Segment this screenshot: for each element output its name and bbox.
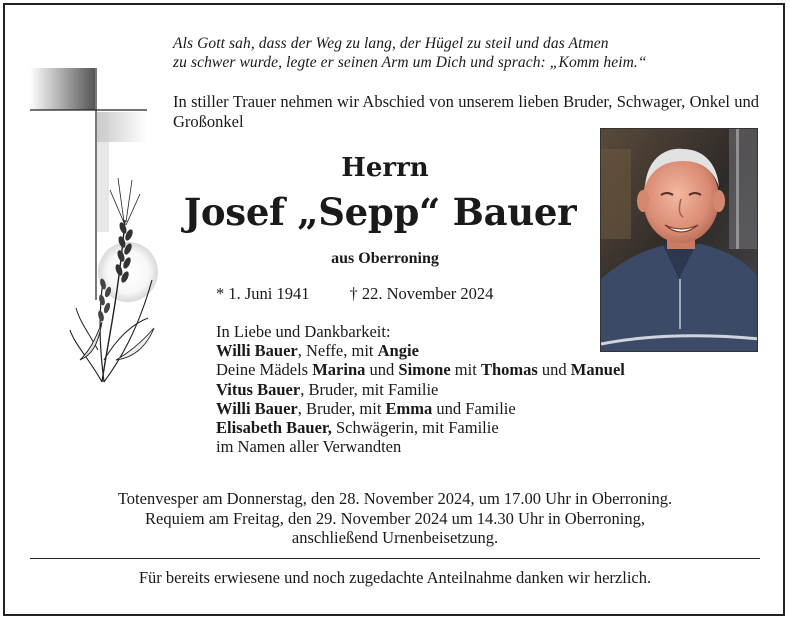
intro-text: In stiller Trauer nehmen wir Abschied von unserem lieben Bruder, Schwager, Onkel und Großonkel <box>173 92 759 131</box>
mourner-name: Vitus Bauer <box>216 379 301 399</box>
thanks-text: Für bereits erwiesene und noch zugedachte Anteilnahme danken wir herzlich. <box>138 568 652 587</box>
mourner-name: Elisabeth Bauer, <box>216 418 332 438</box>
service-vespers: Totenvesper am Donnerstag, den 28. November 2024, um 17.00 Uhr in Oberroning. <box>117 489 673 508</box>
salutation: Herrn <box>341 153 429 183</box>
origin-text: aus Oberroning <box>331 250 439 267</box>
mourner-name: Angie <box>377 341 419 361</box>
mourner-name: Willi Bauer <box>216 341 298 361</box>
mourners-list <box>216 341 756 456</box>
quote-line-2: zu schwer wurde, legte er seinen Arm um Dich und sprach: „Komm heim.“ <box>173 54 647 71</box>
mourner-text: Deine Mädels <box>216 360 313 380</box>
mourner-text: , Bruder, mit <box>297 398 386 418</box>
mourner-line <box>216 399 756 418</box>
mourner-line <box>216 437 756 456</box>
mourner-line <box>216 380 756 399</box>
mourners-heading: In Liebe und Dankbarkeit: <box>216 322 391 341</box>
service-requiem: Requiem am Freitag, den 29. November 2024 um 14.30 Uhr in Oberroning, <box>145 508 645 528</box>
birth-date: * 1. Juni 1941 <box>216 284 310 303</box>
mourner-text: und <box>365 360 399 380</box>
deceased-name: Josef „Sepp“ Bauer <box>183 190 577 234</box>
mourners-block <box>216 322 756 456</box>
quote-block <box>173 34 763 72</box>
mourner-text: und Familie <box>432 398 516 418</box>
life-dates <box>216 284 493 304</box>
divider <box>30 558 760 559</box>
portrait-photo <box>600 128 758 352</box>
mourner-text: , Neffe, mit <box>297 341 378 361</box>
mourner-name: Simone <box>398 360 451 380</box>
mourner-name: Thomas <box>480 360 538 380</box>
mourner-name: Willi Bauer <box>216 398 298 418</box>
mourner-name: Marina <box>312 360 366 380</box>
quote-line-1: Als Gott sah, dass der Weg zu lang, der Hügel zu steil und das Atmen <box>173 35 609 52</box>
mourner-text: Schwägerin, mit Familie <box>331 418 499 438</box>
mourner-line <box>216 341 756 360</box>
mourner-text: mit <box>450 360 481 380</box>
death-date: † 22. November 2024 <box>349 284 494 303</box>
mourner-text: im Namen aller Verwandten <box>216 437 402 457</box>
mourner-name: Manuel <box>570 360 625 380</box>
services-block <box>20 489 770 548</box>
mourner-line <box>216 418 756 437</box>
mourner-text: und <box>537 360 571 380</box>
mourner-text: , Bruder, mit Familie <box>300 379 439 399</box>
mourner-name: Emma <box>385 398 433 418</box>
service-burial: anschließend Urnenbeisetzung. <box>291 528 499 547</box>
cross-with-wheat-icon <box>20 60 180 390</box>
mourner-line <box>216 360 756 379</box>
